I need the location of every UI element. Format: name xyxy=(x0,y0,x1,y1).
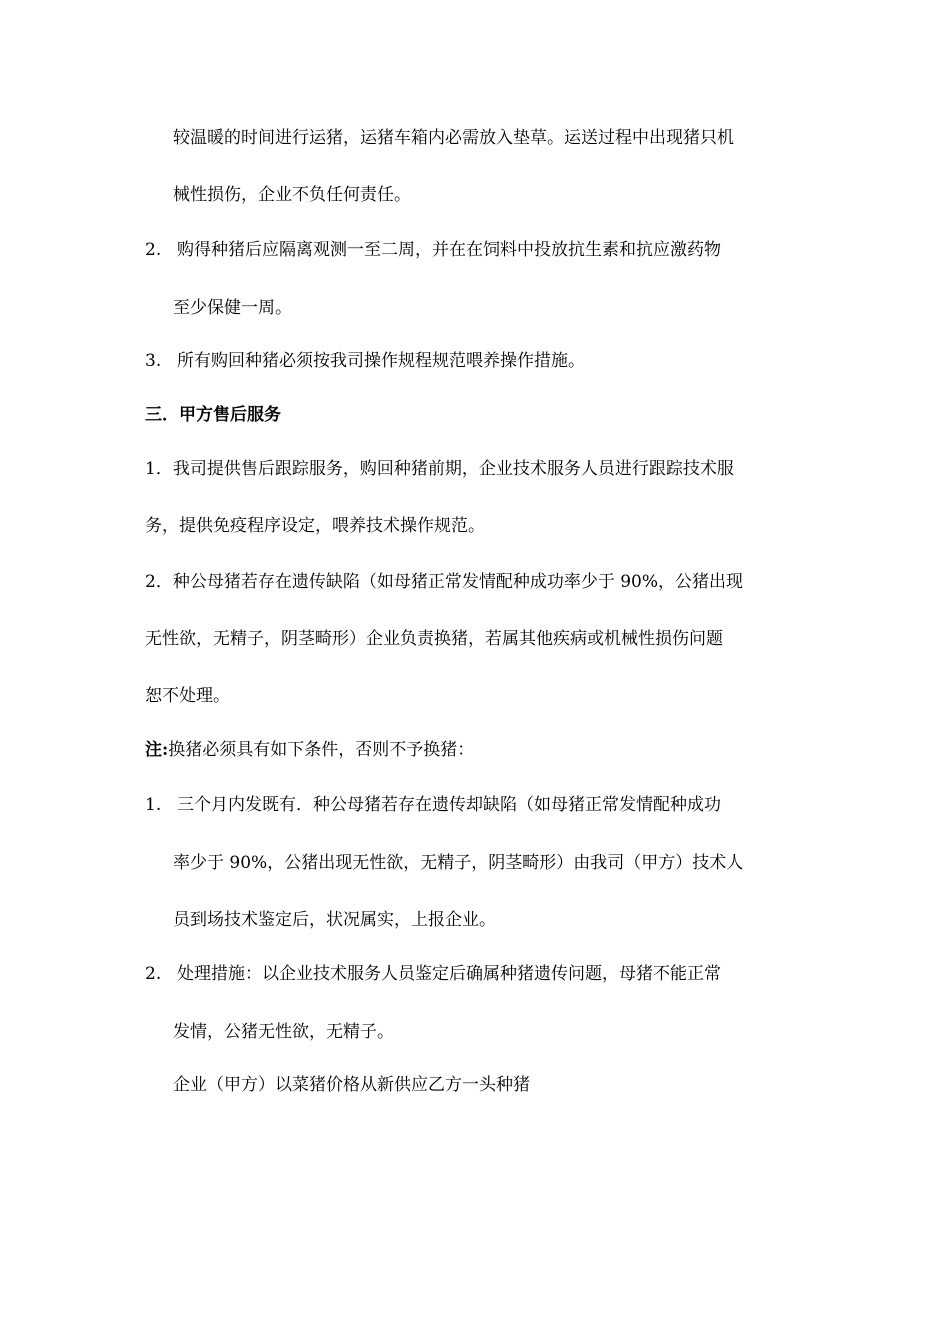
note-line xyxy=(145,740,474,760)
list-item xyxy=(145,240,721,260)
list-item xyxy=(145,964,721,984)
paragraph-line xyxy=(145,572,743,592)
list-number: 2. xyxy=(145,240,162,260)
line-text: 员到场技术鉴定后，状况属实，上报企业。 xyxy=(173,910,496,930)
line-text: 发情，公猪无性欲，无精子。 xyxy=(173,1022,394,1042)
line-text: 处理措施：以企业技术服务人员鉴定后确属种猪遗传问题，母猪不能正常 xyxy=(177,964,721,984)
paragraph-line xyxy=(173,853,743,873)
line-text: 至少保健一周。 xyxy=(173,298,292,318)
line-text: 企业（甲方）以菜猪价格从新供应乙方一头种猪 xyxy=(173,1075,530,1095)
note-label: 注: xyxy=(145,740,169,760)
paragraph-line xyxy=(173,185,411,205)
line-text: 较温暖的时间进行运猪，运猪车箱内必需放入垫草。运送过程中出现猪只机 xyxy=(173,128,734,148)
list-item xyxy=(145,351,585,371)
line-text: 购得种猪后应隔离观测一至二周，并在在饲料中投放抗生素和抗应激药物 xyxy=(177,240,721,260)
paragraph-line xyxy=(173,1022,394,1042)
line-text: 所有购回种猪必须按我司操作规程规范喂养操作措施。 xyxy=(177,351,585,371)
paragraph-line xyxy=(145,516,485,536)
line-text: 1．我司提供售后跟踪服务，购回种猪前期，企业技术服务人员进行跟踪技术服 xyxy=(145,459,734,479)
list-number: 2. xyxy=(145,964,162,984)
list-item xyxy=(145,795,721,815)
paragraph-line xyxy=(173,1075,530,1095)
paragraph-line xyxy=(173,910,496,930)
paragraph-line xyxy=(173,128,734,148)
list-number: 3. xyxy=(145,351,162,371)
heading-text: 三．甲方售后服务 xyxy=(145,405,281,425)
paragraph-line xyxy=(173,298,292,318)
line-text: 三个月内发既有．种公母猪若存在遗传却缺陷（如母猪正常发情配种成功 xyxy=(177,795,721,815)
paragraph-line xyxy=(145,686,230,706)
line-text: 无性欲，无精子，阴茎畸形）企业负责换猪，若属其他疾病或机械性损伤问题 xyxy=(145,629,723,649)
line-text: 换猪必须具有如下条件，否则不予换猪： xyxy=(168,740,475,760)
list-number: 1. xyxy=(145,795,162,815)
line-text: 恕不处理。 xyxy=(145,686,230,706)
line-text: 械性损伤，企业不负任何责任。 xyxy=(173,185,411,205)
paragraph-line xyxy=(145,629,723,649)
line-text: 2．种公母猪若存在遗传缺陷（如母猪正常发情配种成功率少于 90%，公猪出现 xyxy=(145,572,744,592)
section-heading xyxy=(145,405,281,425)
paragraph-line xyxy=(145,459,734,479)
line-text: 务，提供免疫程序设定，喂养技术操作规范。 xyxy=(145,516,485,536)
line-text: 率少于 90%，公猪出现无性欲，无精子，阴茎畸形）由我司（甲方）技术人 xyxy=(173,853,744,873)
